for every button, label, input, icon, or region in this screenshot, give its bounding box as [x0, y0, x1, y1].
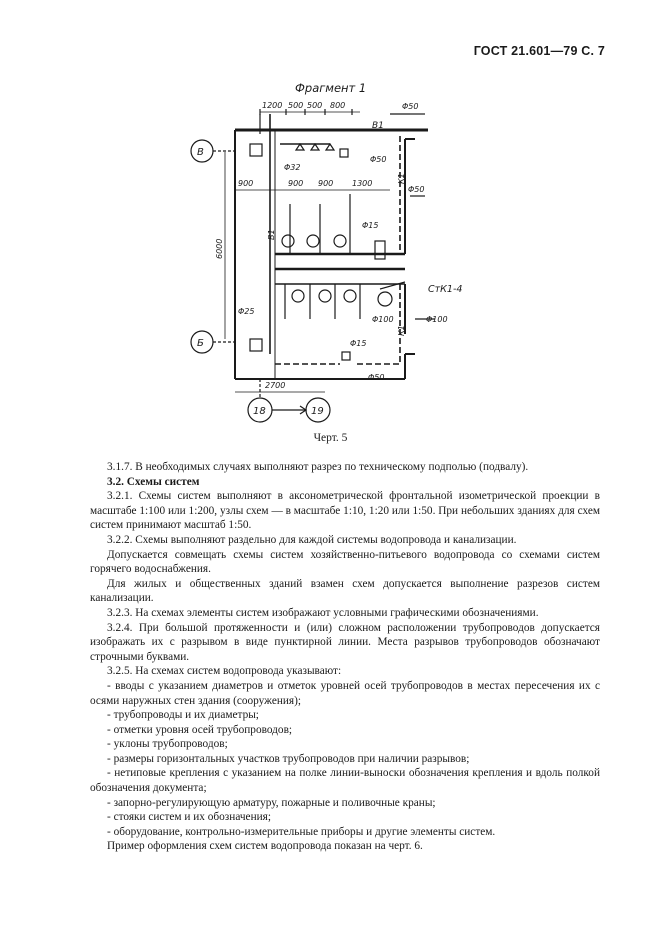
- label-b1-vert: В1: [267, 229, 276, 240]
- list-item: - стояки систем и их обозначения;: [107, 811, 271, 824]
- paragraph: 3.2.1. Схемы систем выполняют в аксонометрической фронтальной изометрической проекции в масштабе 1:100 или 1:200, узлы схем — в масштабе 1:10, 1:20 или 1:50. При небольших зданиях для схем систем принимают масштаб 1:50.: [90, 490, 600, 532]
- list-item: - нетиповые крепления с указанием на полке линии-выноски обозначения крепления и вдоль полкой обозначения документа;: [90, 767, 600, 795]
- label-d50-box: Φ50: [370, 155, 387, 164]
- dim-900-b: 900: [318, 179, 334, 188]
- list-item: - размеры горизонтальных участков трубопроводов при наличии разрывов;: [107, 752, 470, 765]
- section-heading: 3.2. Схемы систем: [107, 475, 200, 488]
- label-d100-left: Φ100: [372, 315, 394, 324]
- label-d100-right: Φ100: [426, 315, 448, 324]
- dim-500-a: 500: [288, 101, 304, 110]
- label-d50-top: Φ50: [402, 102, 419, 111]
- dim-500-b: 500: [307, 101, 323, 110]
- label-d50-bottom: Φ50: [368, 373, 385, 382]
- axis-19: 19: [311, 406, 324, 417]
- label-k1-lower: К1: [397, 325, 406, 336]
- paragraph: 3.2.4. При большой протяженности и (или) сложном расположении трубопроводов допускается изображать их с разрывом в виде пунктирной линии. Места разрывов трубопроводов обозначают строчными буквами.: [90, 621, 600, 663]
- label-d15-upper: Φ15: [362, 221, 379, 230]
- paragraph: 3.1.7. В необходимых случаях выполняют разрез по техническому подполью (подвалу).: [107, 461, 529, 473]
- dim-1300: 1300: [352, 179, 373, 188]
- paragraph: Для жилых и общественных зданий взамен схем допускается выполнение разрезов систем канализации.: [90, 577, 600, 605]
- dim-800: 800: [330, 101, 346, 110]
- list-item: - запорно-регулирующую арматуру, пожарные и поливочные краны;: [107, 796, 436, 809]
- plumbing-drawing: [180, 74, 470, 424]
- label-d50-right: Φ50: [408, 185, 425, 194]
- list-item: - вводы с указанием диаметров и отметок уровней осей трубопроводов в местах пересечения их с осями наружных стен здания (сооружения);: [90, 679, 600, 707]
- list-item: - оборудование, контрольно-измерительные приборы и другие элементы систем.: [107, 825, 496, 838]
- paragraph: Пример оформления схем систем водопровода показан на черт. 6.: [107, 840, 423, 853]
- label-d25: Φ25: [238, 307, 255, 316]
- label-d15-lower: Φ15: [350, 339, 367, 348]
- dim-900-a: 900: [288, 179, 304, 188]
- dim-1200: 1200: [262, 101, 283, 110]
- body-text: [90, 460, 600, 854]
- paragraph: 3.2.5. На схемах систем водопровода указывают:: [107, 665, 342, 678]
- label-k1-upper: К1: [397, 173, 406, 184]
- dim-2700: 2700: [265, 381, 286, 390]
- dim-6000: 6000: [215, 238, 224, 259]
- paragraph: Допускается совмещать схемы систем хозяйственно-питьевого водопровода со схемами систем горячего водоснабжения.: [90, 548, 600, 576]
- label-d32: Φ32: [284, 163, 301, 172]
- dim-900-left: 900: [238, 179, 254, 188]
- paragraph: 3.2.3. На схемах элементы систем изображают условными графическими обозначениями.: [107, 606, 539, 619]
- list-item: - трубопроводы и их диаметры;: [107, 709, 259, 722]
- list-item: - отметки уровня осей трубопроводов;: [107, 723, 293, 736]
- list-item: - уклоны трубопроводов;: [107, 738, 228, 751]
- paragraph: 3.2.2. Схемы выполняют раздельно для каждой системы водопровода и канализации.: [107, 533, 517, 546]
- label-stk1-4: СтК1-4: [428, 284, 463, 295]
- axis-bb: Б: [197, 338, 204, 349]
- figure-caption: Черт. 5: [313, 432, 348, 444]
- axis-b: В: [197, 147, 204, 158]
- page-header: ГОСТ 21.601—79 С. 7: [473, 44, 605, 58]
- axis-18: 18: [253, 406, 266, 417]
- label-b1-top: В1: [372, 121, 384, 131]
- figure-title: Фрагмент 1: [295, 81, 367, 95]
